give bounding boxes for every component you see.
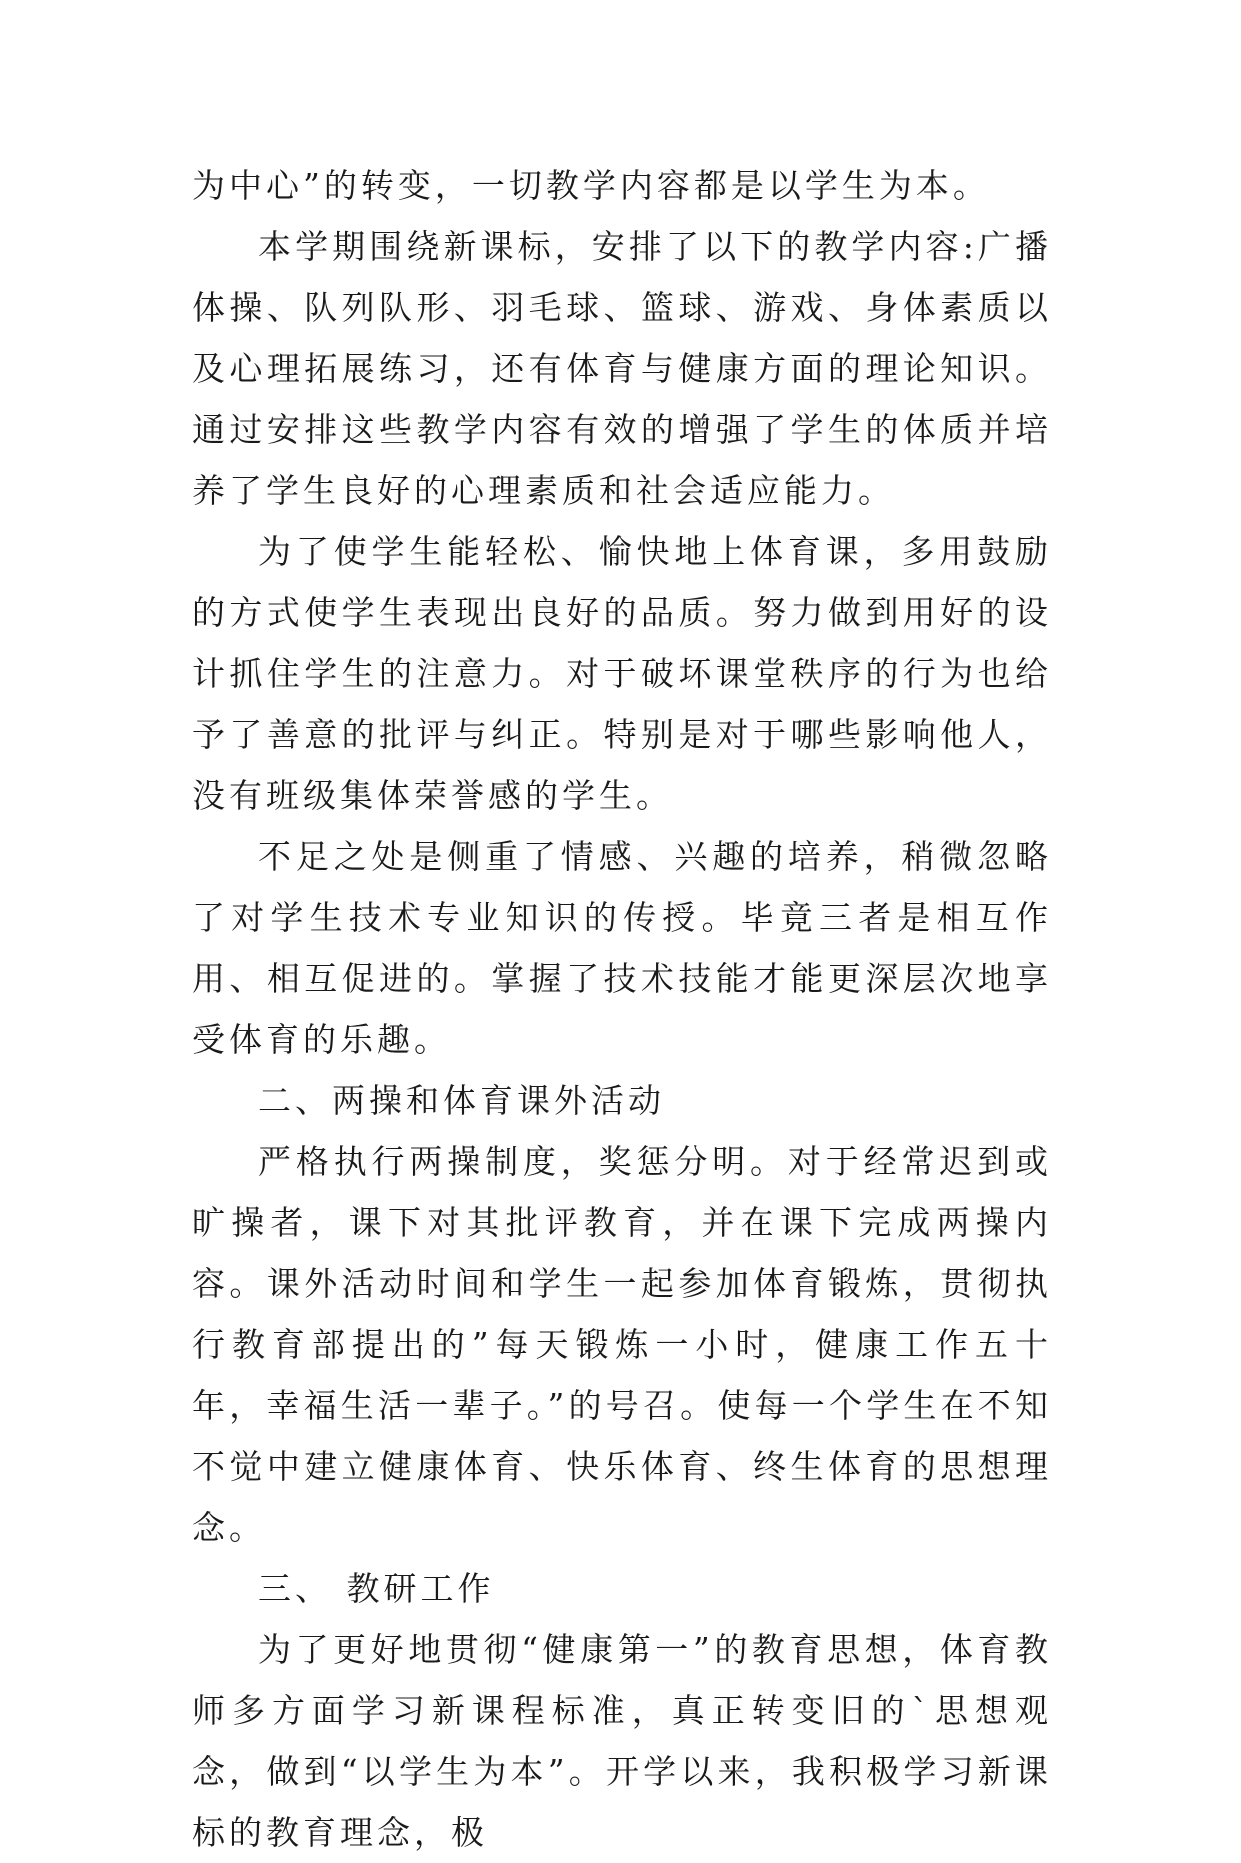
paragraph-1: 为中心”的转变，一切教学内容都是以学生为本。	[192, 166, 990, 205]
section-heading-2: 二、两操和体育课外活动	[258, 1081, 665, 1120]
paragraph-5: 严格执行两操制度，奖惩分明。对于经常迟到或旷操者，课下对其批评教育，并在课下完成两操内容。课外活动时间和学生一起参加体育锻炼，贯彻执行教育部提出的”每天锻炼一小时，健康工作五十年，幸福生活一辈子。”的号召。使每一个学生在不知不觉中建立健康体育、快乐体育、终生体育的思想理念。	[192, 1142, 1052, 1547]
paragraph-6: 为了更好地贯彻“健康第一”的教育思想，体育教师多方面学习新课程标准，真正转变旧的`思想观念，做到“以学生为本”。开学以来，我积极学习新课标的教育理念，极	[192, 1630, 1052, 1852]
paragraph-4: 不足之处是侧重了情感、兴趣的培养，稍微忽略了对学生技术专业知识的传授。毕竟三者是相互作用、相互促进的。掌握了技术技能才能更深层次地享受体育的乐趣。	[192, 837, 1052, 1059]
paragraph-2: 本学期围绕新课标，安排了以下的教学内容:广播体操、队列队形、羽毛球、篮球、游戏、身体素质以及心理拓展练习，还有体育与健康方面的理论知识。通过安排这些教学内容有效的增强了学生的体质并培养了学生良好的心理素质和社会适应能力。	[192, 227, 1052, 510]
paragraph-3: 为了使学生能轻松、愉快地上体育课，多用鼓励的方式使学生表现出良好的品质。努力做到用好的设计抓住学生的注意力。对于破坏课堂秩序的行为也给予了善意的批评与纠正。特别是对于哪些影响他人，没有班级集体荣誉感的学生。	[192, 532, 1052, 815]
section-heading-3: 三、 教研工作	[258, 1569, 495, 1608]
document-body	[192, 155, 1052, 1863]
